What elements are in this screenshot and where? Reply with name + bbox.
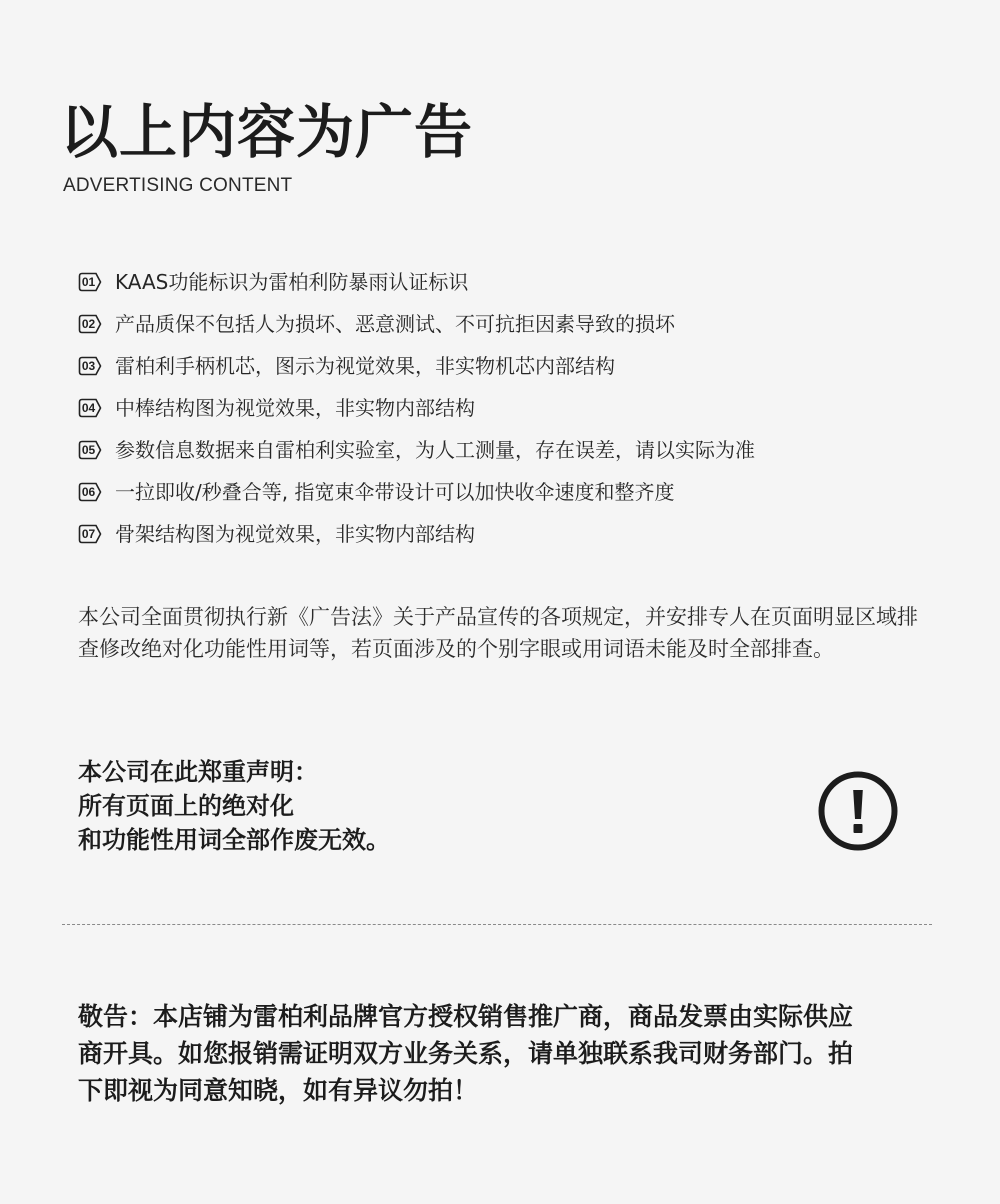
note-text: KAAS功能标识为雷柏利防暴雨认证标识 <box>115 270 469 294</box>
notice-line: 下即视为同意知晓，如有异议勿拍！ <box>78 1076 479 1105</box>
declaration-line: 所有页面上的绝对化 <box>78 792 294 820</box>
note-text: 参数信息数据来自雷柏利实验室，为人工测量，存在误差，请以实际为准 <box>115 438 755 462</box>
notice-line: 商开具。如您报销需证明双方业务关系，请单独联系我司财务部门。拍 <box>78 1039 854 1068</box>
number-badge-icon <box>78 314 102 334</box>
page-title: 以上内容为广告 <box>60 98 474 166</box>
list-item <box>78 513 938 555</box>
note-number: 01 <box>81 275 96 289</box>
list-item <box>78 345 938 387</box>
declaration-line: 本公司在此郑重声明： <box>78 758 318 786</box>
note-text: 产品质保不包括人为损坏、恶意测试、不可抗拒因素导致的损坏 <box>115 312 675 336</box>
policy-paragraph: 本公司全面贯彻执行新《广告法》关于产品宣传的各项规定，并安排专人在页面明显区域排查修改绝对化功能性用词等，若页面涉及的个别字眼或用词语未能及时全部排查。 <box>78 605 918 661</box>
note-number: 03 <box>81 359 96 373</box>
list-item <box>78 471 938 513</box>
list-item <box>78 303 938 345</box>
exclamation-circle-icon <box>818 771 898 851</box>
notice-line: 敬告：本店铺为雷柏利品牌官方授权销售推广商，商品发票由实际供应 <box>78 1002 854 1031</box>
notes-list <box>78 261 938 555</box>
note-text: 雷柏利手柄机芯，图示为视觉效果，非实物机芯内部结构 <box>115 354 615 378</box>
list-item <box>78 429 938 471</box>
note-text: 中棒结构图为视觉效果，非实物内部结构 <box>115 396 475 420</box>
declaration-line: 和功能性用词全部作废无效。 <box>78 826 390 854</box>
note-number: 06 <box>81 485 96 499</box>
number-badge-icon <box>78 398 102 418</box>
note-text: 一拉即收/秒叠合等, 指宽束伞带设计可以加快收伞速度和整齐度 <box>115 480 675 504</box>
dashed-divider <box>62 924 932 925</box>
number-badge-icon <box>78 272 102 292</box>
number-badge-icon <box>78 524 102 544</box>
list-item <box>78 261 938 303</box>
note-number: 07 <box>81 527 96 541</box>
page-subtitle: ADVERTISING CONTENT <box>63 175 293 196</box>
number-badge-icon <box>78 356 102 376</box>
declaration <box>78 755 390 857</box>
number-badge-icon <box>78 482 102 502</box>
note-number: 05 <box>81 443 96 457</box>
notice <box>78 998 928 1109</box>
note-number: 04 <box>81 401 96 415</box>
list-item <box>78 387 938 429</box>
number-badge-icon <box>78 440 102 460</box>
note-number: 02 <box>81 317 96 331</box>
note-text: 骨架结构图为视觉效果，非实物内部结构 <box>115 522 475 546</box>
